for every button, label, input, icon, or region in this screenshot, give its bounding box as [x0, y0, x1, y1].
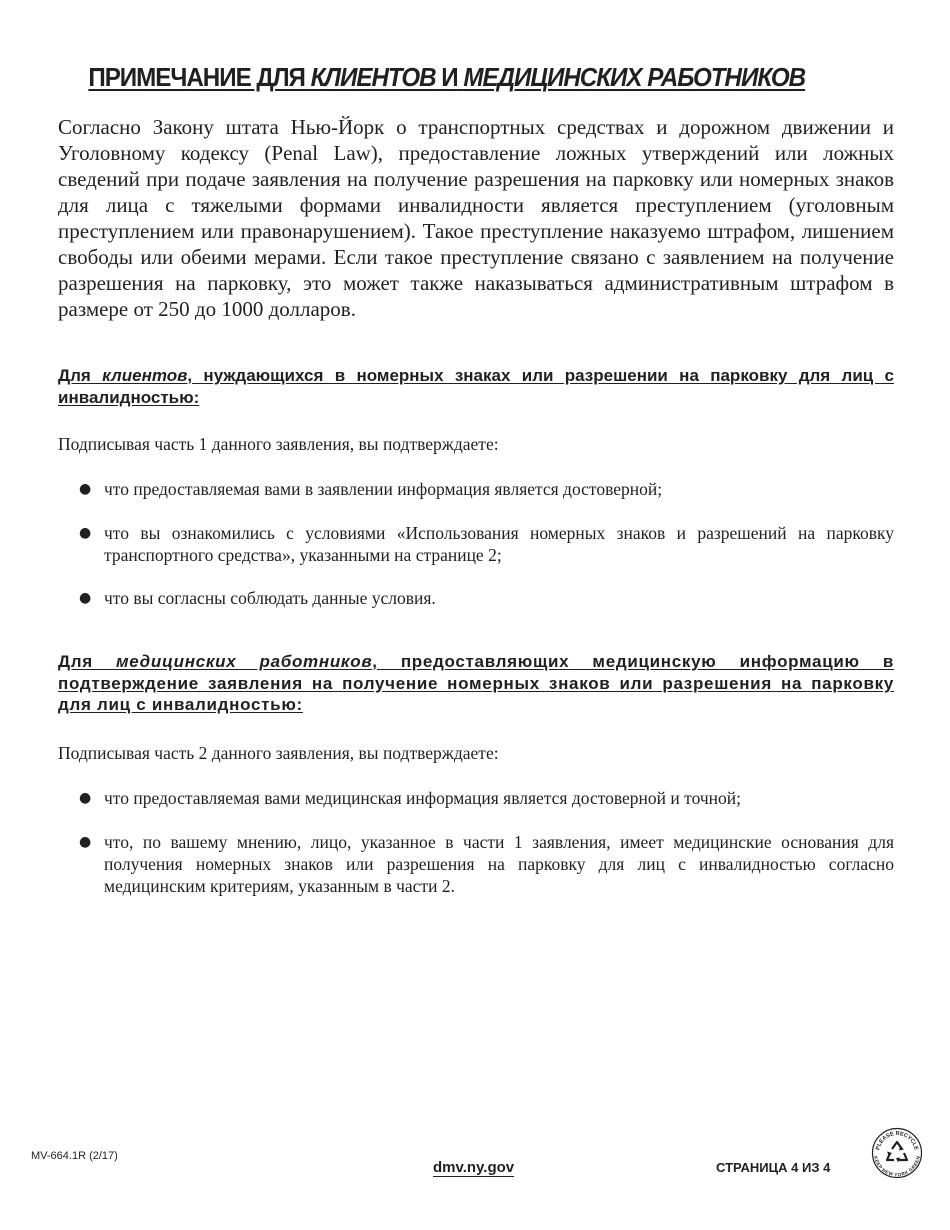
dmv-website-link[interactable]: dmv.ny.gov [433, 1159, 515, 1176]
recycle-text-top: PLEASE RECYCLE [875, 1130, 919, 1151]
list-item-text: что вы согласны соблюдать данные условия. [104, 588, 436, 608]
recycle-icon [887, 1142, 907, 1160]
title-part-1: ПРИМЕЧАНИЕ ДЛЯ [88, 62, 311, 92]
bullet-icon: ● [79, 525, 92, 541]
bullet-icon: ● [79, 790, 92, 806]
medical-lead: Подписывая часть 2 данного заявления, вы подтверждаете: [58, 743, 499, 763]
form-code: MV-664.1R (2/17) [31, 1150, 118, 1162]
recycle-text-bottom: KEEP NEW YORK GREEN [873, 1155, 921, 1178]
list-item [58, 522, 894, 566]
clients-lead: Подписывая часть 1 данного заявления, вы подтверждаете: [58, 434, 499, 454]
medical-heading-em: медицинских работников [116, 652, 373, 671]
list-item-text: что вы ознакомились с условиями «Использования номерных знаков и разрешений на парковку транспортного средства», указанными на странице 2; [104, 523, 894, 565]
list-item [58, 787, 894, 809]
medical-heading [58, 651, 894, 716]
title-part-3: И [435, 62, 464, 92]
list-item [58, 831, 894, 897]
clients-heading [58, 365, 894, 408]
page-title [58, 62, 835, 93]
intro-paragraph: Согласно Закону штата Нью-Йорк о транспортных средствах и дорожном движении и Уголовному кодексу (Penal Law), предоставление ложных утверждений или ложных сведений при подаче заявления на получение разрешения на парковку или номерных знаков для лица с тяжелыми формами инвалидности является преступлением (уголовным преступлением или правонарушением). Такое преступление наказуемо штрафом, лишением свободы или обеими мерами. Если такое преступление связано с заявлением на получение разрешения на парковку, это может также наказываться административным штрафом в размере от 250 до 1000 долларов. [58, 115, 894, 321]
list-item [58, 587, 894, 609]
recycle-logo [871, 1127, 923, 1179]
page-number: СТРАНИЦА 4 ИЗ 4 [716, 1160, 831, 1175]
list-item-text: что предоставляемая вами в заявлении информация является достоверной; [104, 479, 663, 499]
clients-heading-em: клиентов [102, 366, 188, 385]
bullet-icon: ● [79, 590, 92, 606]
medical-heading-post: , предоставляющих медицинскую информацию в подтверждение заявления на получение номерных знаков или разрешения на парковку для лиц с инвалидностью: [58, 652, 894, 714]
clients-heading-post: , нуждающихся в номерных знаках или разрешении на парковку для лиц с инвалидностью: [58, 366, 894, 407]
list-item-text: что предоставляемая вами медицинская информация является достоверной и точной; [104, 788, 742, 808]
title-part-medical: МЕДИЦИНСКИХ РАБОТНИКОВ [463, 62, 806, 92]
clients-list [58, 478, 894, 609]
bullet-icon: ● [79, 834, 92, 850]
title-part-clients: КЛИЕНТОВ [310, 62, 436, 92]
list-item [58, 478, 894, 500]
list-item-text: что, по вашему мнению, лицо, указанное в части 1 заявления, имеет медицинские основания для получения номерных знаков или разрешения на парковку для лиц с инвалидностью согласно медицинским критериям, указанным в части 2. [104, 832, 894, 896]
medical-list [58, 787, 894, 897]
medical-heading-pre: Для [58, 652, 117, 671]
clients-heading-pre: Для [58, 366, 103, 385]
bullet-icon: ● [79, 481, 92, 497]
